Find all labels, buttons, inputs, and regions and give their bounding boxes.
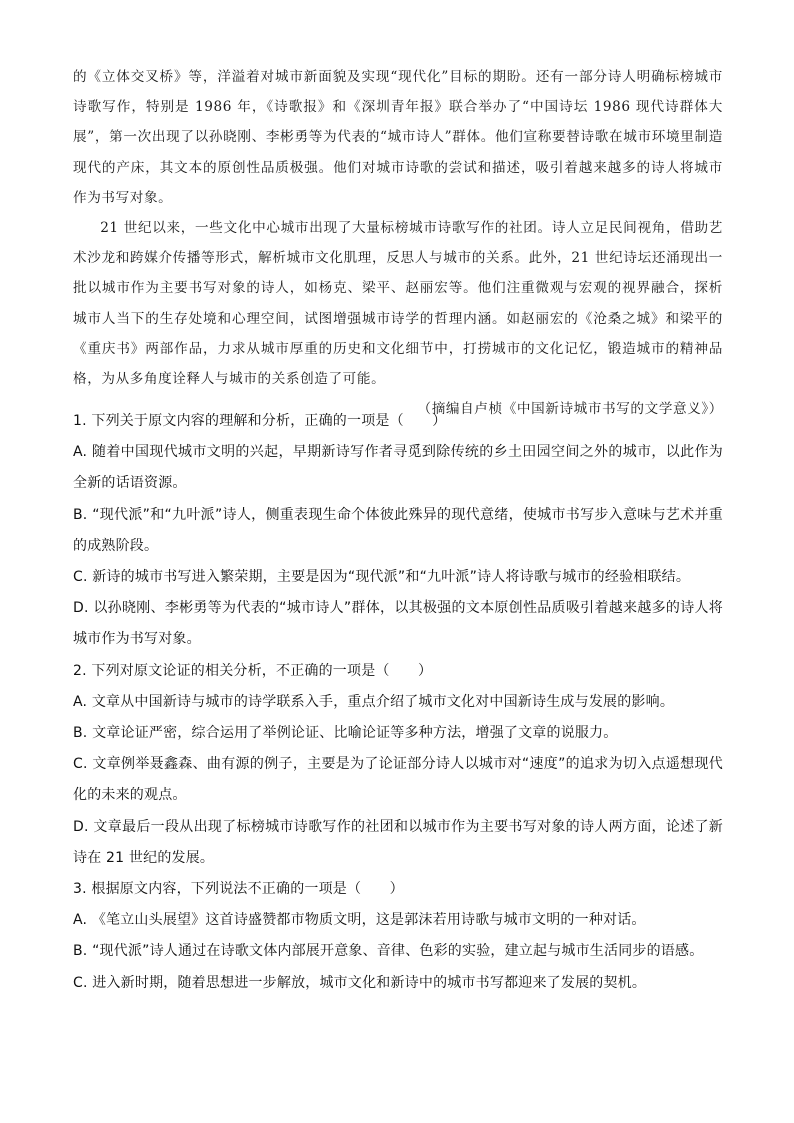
question-stem: 1. 下列关于原文内容的理解和分析，正确的一项是（ ） <box>73 413 447 429</box>
passage-source: （摘编自卢桢《中国新诗城市书写的文学意义》） <box>417 401 723 418</box>
question-2 <box>73 656 723 874</box>
option-a: A. 随着中国现代城市文明的兴起，早期新诗写作者寻觅到除传统的乡土田园空间之外的城市，以此作为全新的话语资源。 <box>73 444 723 492</box>
question-stem: 3. 根据原文内容，下列说法不正确的一项是（ ） <box>73 881 404 898</box>
option-b: B. “现代派”诗人通过在诗歌文体内部展开意象、音律、色彩的实验，建立起与城市生活同步的语感。 <box>73 943 704 960</box>
question-3 <box>73 874 723 999</box>
option-c: C. 进入新时期，随着思想进一步解放，城市文化和新诗中的城市书写都迎来了发展的契机。 <box>73 974 647 991</box>
option-d: D. 文章最后一段从出现了标榜城市诗歌写作的社团和以城市作为主要书写对象的诗人两方面，论述了新诗在 21 世纪的发展。 <box>73 818 723 866</box>
option-b: B. “现代派”和“九叶派”诗人，侧重表现生命个体彼此殊异的现代意绪，使城市书写步入意味与艺术并重的成熟阶段。 <box>73 506 723 554</box>
passage-paragraph: 21 世纪以来，一些文化中心城市出现了大量标榜城市诗歌写作的社团。诗人立足民间视角，借助艺术沙龙和跨媒介传播等形式，解析城市文化肌理，反思人与城市的关系。此外，21 世纪诗坛还涌现出一批以城市作为主要书写对象的诗人，如杨克、梁平、赵丽宏等。他们注重微观与宏观的视界融合，探析城市人当下的生存处境和心理空间，试图增强城市诗学的哲理内涵。如赵丽宏的《沧桑之城》和梁平的《重庆书》两部作品，力求从城市厚重的历史和文化细节中，打捞城市的文化记忆，锻造城市的精神品格，为从多角度诠释人与城市的关系创造了可能。 <box>73 220 723 388</box>
reading-passage <box>73 62 723 424</box>
question-stem: 2. 下列对原文论证的相关分析，不正确的一项是（ ） <box>73 662 433 679</box>
question-1 <box>73 406 723 656</box>
option-a: A. 《笔立山头展望》这首诗盛赞都市物质文明，这是郭沫若用诗歌与城市文明的一种对话。 <box>73 912 646 929</box>
option-a: A. 文章从中国新诗与城市的诗学联系入手，重点介绍了城市文化对中国新诗生成与发展的影响。 <box>73 693 675 710</box>
option-c: C. 文章例举聂鑫森、曲有源的例子，主要是为了论证部分诗人以城市对“速度”的追求为切入点遥想现代化的未来的观点。 <box>73 756 723 804</box>
question-list <box>73 406 723 999</box>
passage-paragraph: 的《立体交叉桥》等，洋溢着对城市新面貌及实现“现代化”目标的期盼。还有一部分诗人明确标榜城市诗歌写作，特别是 1986 年，《诗歌报》和《深圳青年报》联合举办了“中国诗坛 1986 现代诗群体大展”，第一次出现了以孙晓刚、李彬勇等为代表的“城市诗人”群体。他们宣称要替诗歌在城市环境里制造现代的产床，其文本的原创性品质极强。他们对城市诗歌的尝试和描述，吸引着越来越多的诗人将城市作为书写对象。 <box>73 69 723 206</box>
option-c: C. 新诗的城市书写进入繁荣期，主要是因为“现代派”和“九叶派”诗人将诗歌与城市的经验相联结。 <box>73 569 691 586</box>
option-b: B. 文章论证严密，综合运用了举例论证、比喻论证等多种方法，增强了文章的说服力。 <box>73 725 618 742</box>
option-d: D. 以孙晓刚、李彬勇等为代表的“城市诗人”群体，以其极强的文本原创性品质吸引着越来越多的诗人将城市作为书写对象。 <box>73 600 723 648</box>
